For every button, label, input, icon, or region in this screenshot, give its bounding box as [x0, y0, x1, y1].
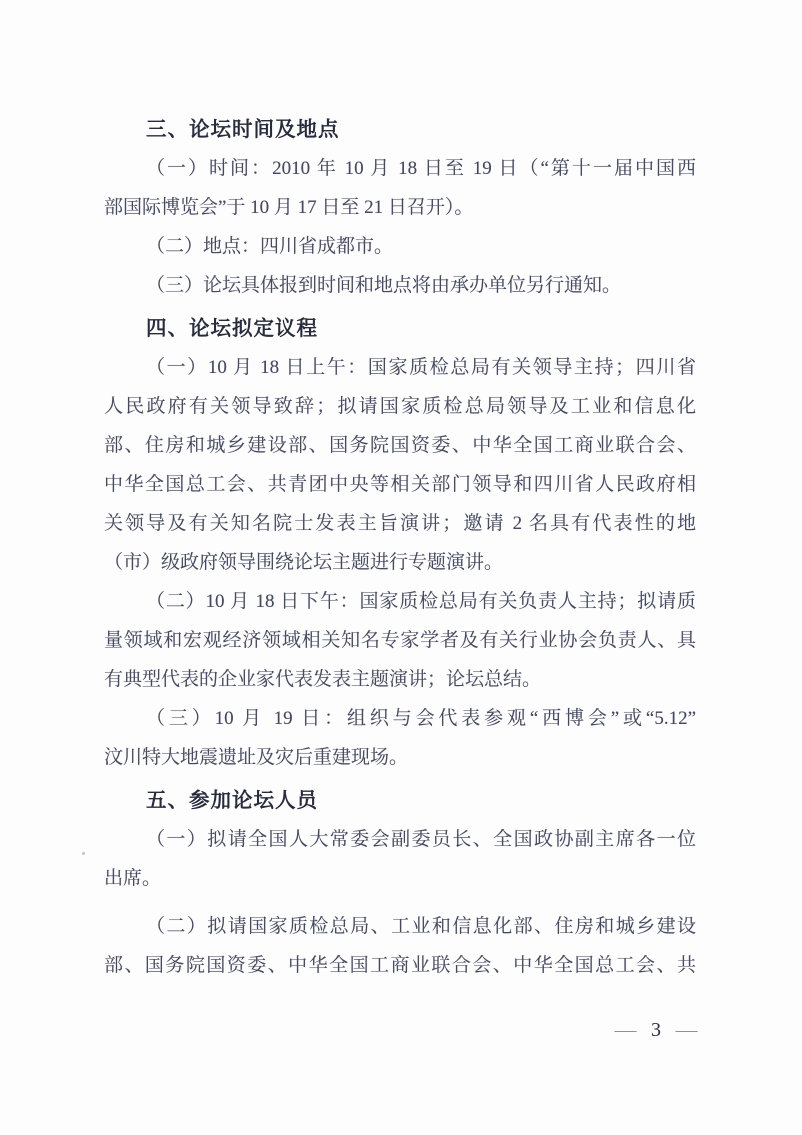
scan-speckle	[82, 852, 85, 855]
text-line: （一）时间：2010 年 10 月 18 日至 19 日（“第十一届中国西	[146, 158, 696, 179]
page-number: 3	[651, 1019, 661, 1041]
text-line: （二）10 月 18 日下午：国家质检总局有关负责人主持；拟请质	[146, 591, 696, 612]
text-line: 出席。	[104, 868, 162, 889]
footer-dash-left: —	[614, 1020, 637, 1041]
text-line: （三）10 月 19 日：组织与会代表参观“西博会”或“5.12”	[146, 708, 696, 729]
text-line: （三）论坛具体报到时间和地点将由承办单位另行通知。	[146, 275, 622, 296]
document-body	[104, 110, 696, 985]
text-line: 部国际博览会”于 10 月 17 日至 21 日召开）。	[104, 197, 474, 218]
text-line: （二）拟请国家质检总局、工业和信息化部、住房和城乡建设	[146, 916, 696, 937]
text-line: （二）地点：四川省成都市。	[146, 236, 394, 257]
text-line: （一）10 月 18 日上午：国家质检总局有关领导主持；四川省	[146, 357, 696, 378]
text-line: 量领域和宏观经济领域相关知名专家学者及有关行业协会负责人、具	[104, 630, 696, 651]
text-line: 中华全国总工会、共青团中央等相关部门领导和四川省人民政府相	[104, 474, 696, 495]
text-line: （一）拟请全国人大常委会副委员长、全国政协副主席各一位	[146, 829, 696, 850]
text-line: 部、住房和城乡建设部、国务院国资委、中华全国工商业联合会、	[104, 435, 696, 456]
text-line: 人民政府有关领导致辞；拟请国家质检总局领导及工业和信息化	[104, 396, 696, 417]
text-line: （市）级政府领导围绕论坛主题进行专题演讲。	[104, 552, 504, 573]
text-line: 关领导及有关知名院士发表主旨演讲；邀请 2 名具有代表性的地	[104, 513, 696, 534]
text-line: 汶川特大地震遗址及灾后重建现场。	[104, 747, 409, 768]
footer-dash-right: —	[675, 1020, 698, 1041]
section-heading: 五、参加论坛人员	[146, 789, 318, 812]
section-heading: 三、论坛时间及地点	[146, 118, 340, 141]
section-heading: 四、论坛拟定议程	[146, 317, 318, 340]
text-line: 部、国务院国资委、中华全国工商业联合会、中华全国总工会、共	[104, 955, 696, 976]
text-line: 有典型代表的企业家代表发表主题演讲；论坛总结。	[104, 669, 542, 690]
page-footer	[616, 1016, 696, 1045]
